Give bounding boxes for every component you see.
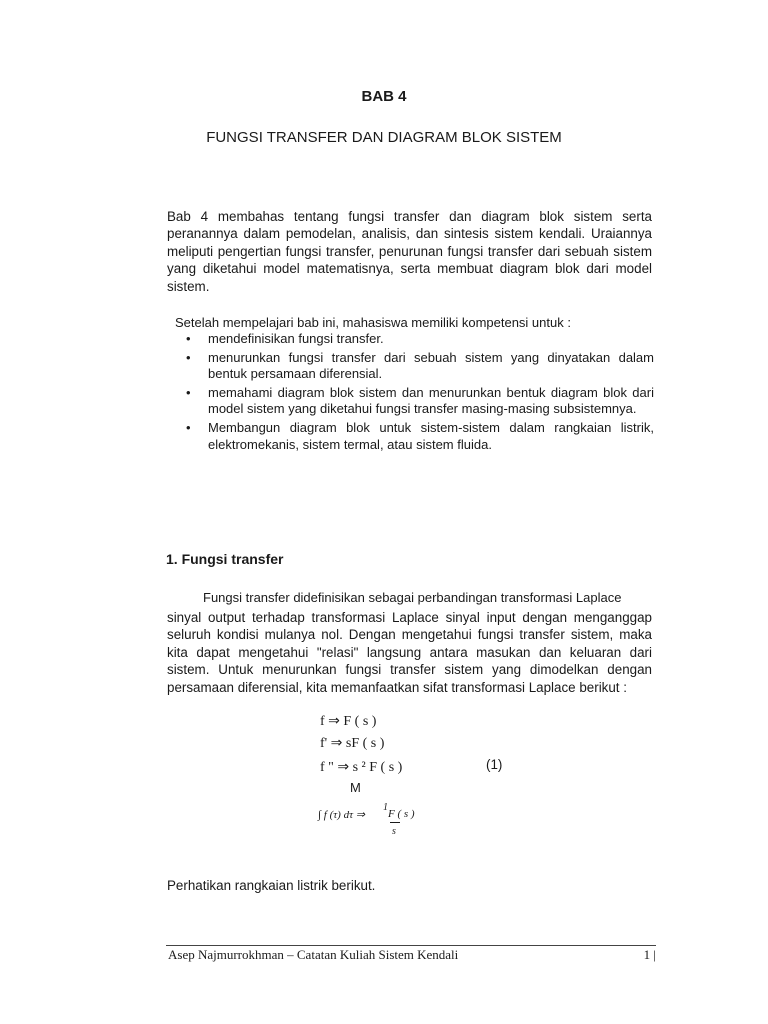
list-item: • memahami diagram blok sistem dan menurunkan bentuk diagram blok dari model sistem yang diketahui fungsi transfer masing-masing subsistemnya. [186,384,654,417]
equation-4-left: ∫ f (τ) dτ ⇒ [318,809,365,821]
page-number: 1 | [643,947,656,962]
list-item: • Membangun diagram blok untuk sistem-sistem dalam rangkaian listrik, elektromekanis, sistem termal, atau sistem fluida. [186,419,654,452]
equation-number: (1) [486,757,503,772]
bullet-icon: • [186,349,191,365]
equation-ellipsis: M [350,780,361,795]
equation-2: f' ⇒ sF ( s ) [320,736,385,751]
bullet-icon: • [186,419,191,435]
equation-4-right: F ( s ) [388,808,415,820]
section-paragraph: sinyal output terhadap transformasi Laplace sinyal input dengan menganggap seluruh kondisi mulanya nol. Dengan mengetahui fungsi transfer sistem, maka kita dapat mengetahui "relasi" langsung antara masukan dan keluaran dari sistem. Untuk menurunkan fungsi transfer sistem yang dimodelkan dengan persamaan diferensial, kita memanfaatkan sifat transformasi Laplace berikut : [167,610,652,695]
competency-lead: Setelah mempelajari bab ini, mahasiswa memiliki kompetensi untuk : [175,315,571,330]
list-item: • mendefinisikan fungsi transfer. [186,331,384,346]
equation-1: f ⇒ F ( s ) [320,714,377,729]
equation-4-numerator: 1 [383,802,388,813]
section-lead: Fungsi transfer didefinisikan sebagai perbandingan transformasi Laplace [203,590,622,605]
chapter-heading: BAB 4 [361,88,407,105]
bullet-icon: • [186,384,191,400]
footer-author: Asep Najmurrokhman – Catatan Kuliah Sistem Kendali [168,947,459,962]
footer-divider [166,945,656,946]
fraction-bar [390,822,400,823]
intro-paragraph: Bab 4 membahas tentang fungsi transfer dan diagram blok sistem serta peranannya dalam pemodelan, analisis, dan sintesis sistem kendali. Uraiannya meliputi pengertian fungsi transfer, penurunan fungsi transfer dari sebuah sistem yang diketahui model matematisnya, serta membuat diagram blok dari model sistem. [167,209,652,294]
list-item: • menurunkan fungsi transfer dari sebuah sistem yang dinyatakan dalam bentuk persamaan diferensial. [186,349,654,382]
competency-list [186,331,654,455]
closing-sentence: Perhatikan rangkaian listrik berikut. [167,878,376,893]
chapter-title: FUNGSI TRANSFER DAN DIAGRAM BLOK SISTEM [206,129,562,146]
equation-4-denominator: s [392,826,396,837]
bullet-icon: • [186,331,191,346]
section-heading: 1. Fungsi transfer [166,551,284,567]
equation-3: f " ⇒ s ² F ( s ) [320,760,403,775]
